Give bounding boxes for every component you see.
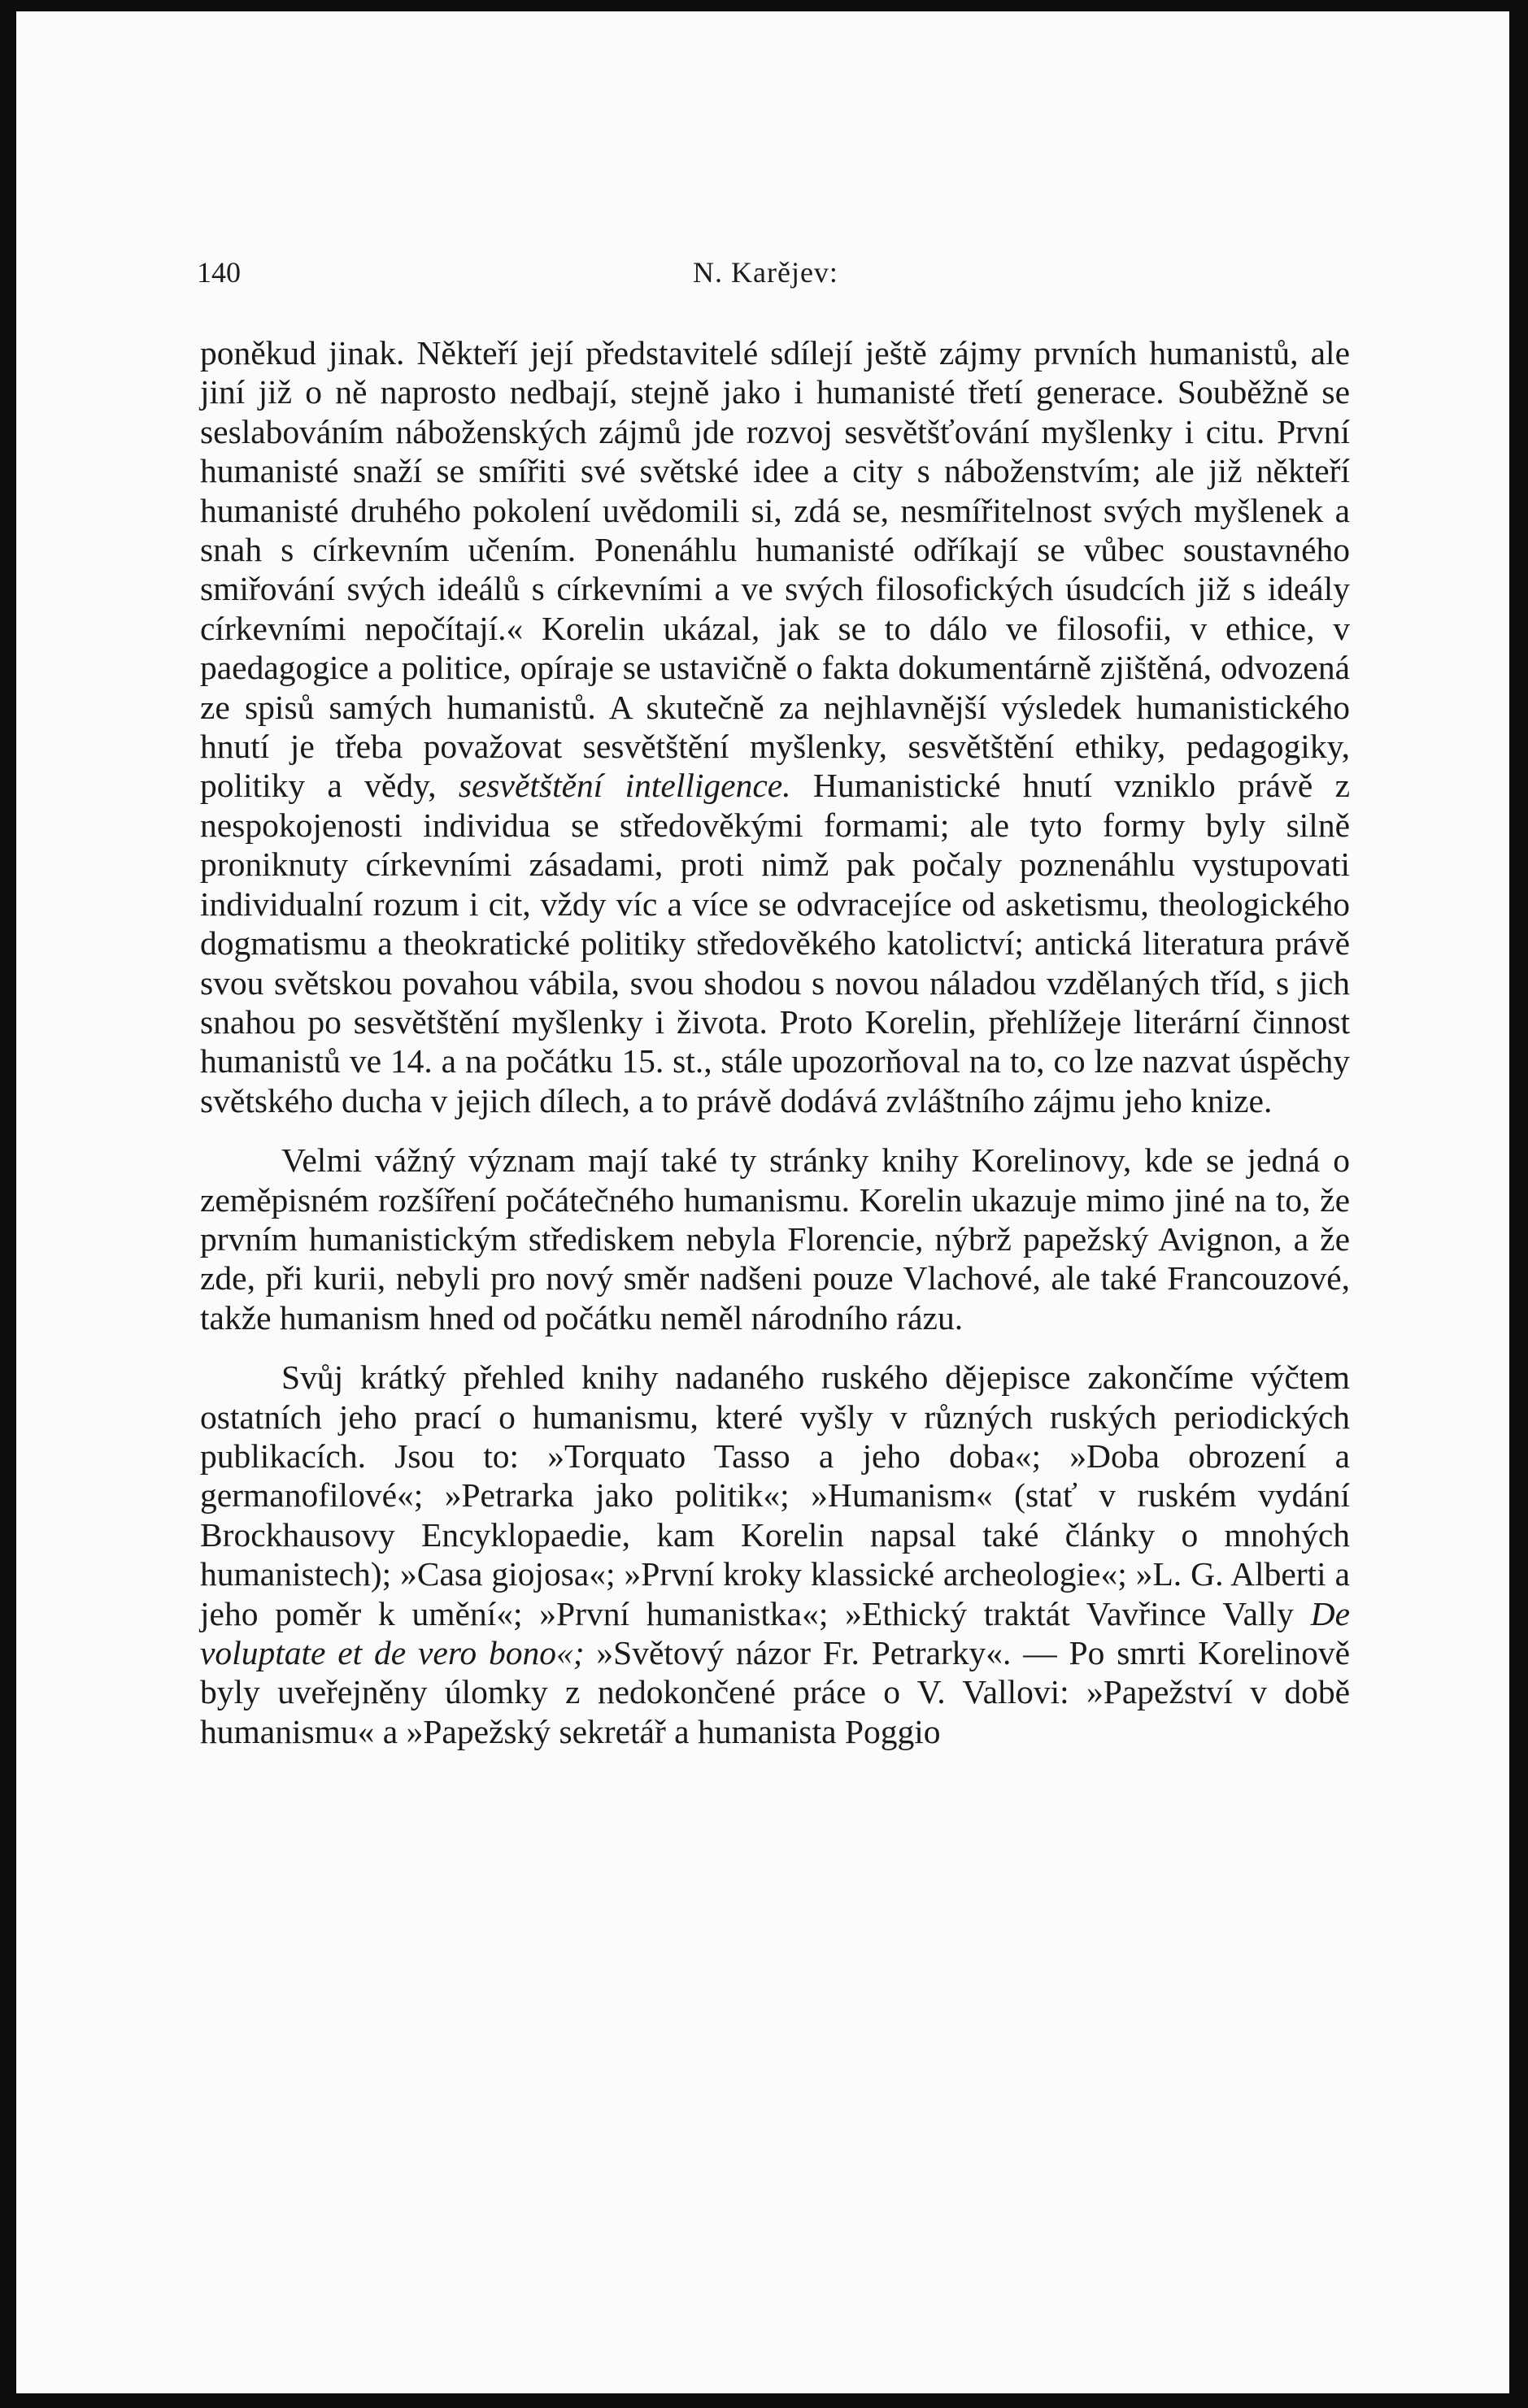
paragraph-3-italic-title: De voluptate et de vero bono«; — [200, 1594, 1350, 1671]
paragraph-1-italic-phrase: sesvětštění intelligence. — [458, 767, 791, 805]
paragraph-3 — [200, 1358, 1350, 1751]
book-page — [16, 11, 1509, 2393]
paragraph-3-text-a: Svůj krátký přehled knihy nadaného ruského dějepisce zakončíme výčtem ostatních jeho prací o humanismu, které vyšly v různých ruských periodických publikacích. Jsou to: »Torquato Tasso a jeho doba«; »Doba obrození a germanofilové«; »Petrarka jako politik«; »Humanism« (stať v ruském vydání Brockhausovy Encyklopaedie, kam Korelin napsal také články o mnohých humanistech); »Casa giojosa«; »První kroky klassické archeologie«; »L. G. Alberti a jeho poměr k umění«; »První humanistka«; »Ethický traktát Vavřince Vally — [200, 1358, 1350, 1632]
paragraph-1-text-b: Humanistické hnutí vzniklo právě z nespokojenosti individua se středověkými formami; ale tyto formy byly silně proniknuty církevními zásadami, proti nimž pak počaly poznenáhlu vystupovati individualní rozum i cit, vždy víc a více se odvracejíce od asketismu, theologického dogmatismu a theokratické politiky středověkého katolictví; antická literatura právě svou světskou povahou vábila, svou shodou s novou náladou vzdělaných tříd, s jich snahou po sesvětštění myšlenky i života. Proto Korelin, přehlížeje literární činnost humanistů ve 14. a na počátku 15. st., stále upozorňoval na to, co lze nazvat úspěchy světského ducha v jejich dílech, a to právě dodává zvláštního zájmu jeho knize. — [200, 767, 1350, 1119]
page-header — [16, 255, 1509, 296]
paragraph-2: Velmi vážný význam mají také ty stránky knihy Korelinovy, kde se jedná o zeměpisném rozšíření počátečného humanismu. Korelin ukazuje mimo jiné na to, že prvním humanistickým střediskem nebyla Florencie, nýbrž papežský Avignon, a že zde, při kurii, nebyli pro nový směr nadšeni pouze Vlachové, ale také Francouzové, takže humanism hned od počátku neměl národního rázu. — [200, 1141, 1350, 1337]
page-number: 140 — [197, 256, 241, 289]
paragraph-1 — [200, 333, 1350, 1120]
body-text — [200, 333, 1350, 1751]
running-head: N. Karějev: — [693, 256, 838, 289]
paragraph-3-text-b: »Světový názor Fr. Petrarky«. — Po smrti Korelinově byly uveřejněny úlomky z nedokončené práce o V. Vallovi: »Papežství v době humanismu« a »Papežský sekretář a humanista Poggio — [200, 1634, 1350, 1750]
paragraph-1-text-a: poněkud jinak. Někteří její představitelé sdílejí ještě zájmy prvních humanistů, ale jiní již o ně naprosto nedbají, stejně jako i humanisté třetí generace. Souběžně se seslabováním náboženských zájmů jde rozvoj sesvětšťování myšlenky i citu. První humanisté snaží se smířiti své světské idee a city s náboženstvím; ale již někteří humanisté druhého pokolení uvědomili si, zdá se, nesmířitelnost svých myšlenek a snah s církevním učením. Ponenáhlu humanisté odříkají se vůbec soustavného smiřování svých ideálů s církevními a ve svých filosofických úsudcích již s ideály církevními nepočítají.« Korelin ukázal, jak se to dálo ve filosofii, v ethice, v paedagogice a politice, opíraje se ustavičně o fakta dokumentárně zjištěná, odvozená ze spisů samých humanistů. A skutečně za nejhlavnější výsledek humanistického hnutí je třeba považovat sesvětštění myšlenky, sesvětštění ethiky, pedagogiky, politiky a vědy, — [200, 334, 1350, 805]
